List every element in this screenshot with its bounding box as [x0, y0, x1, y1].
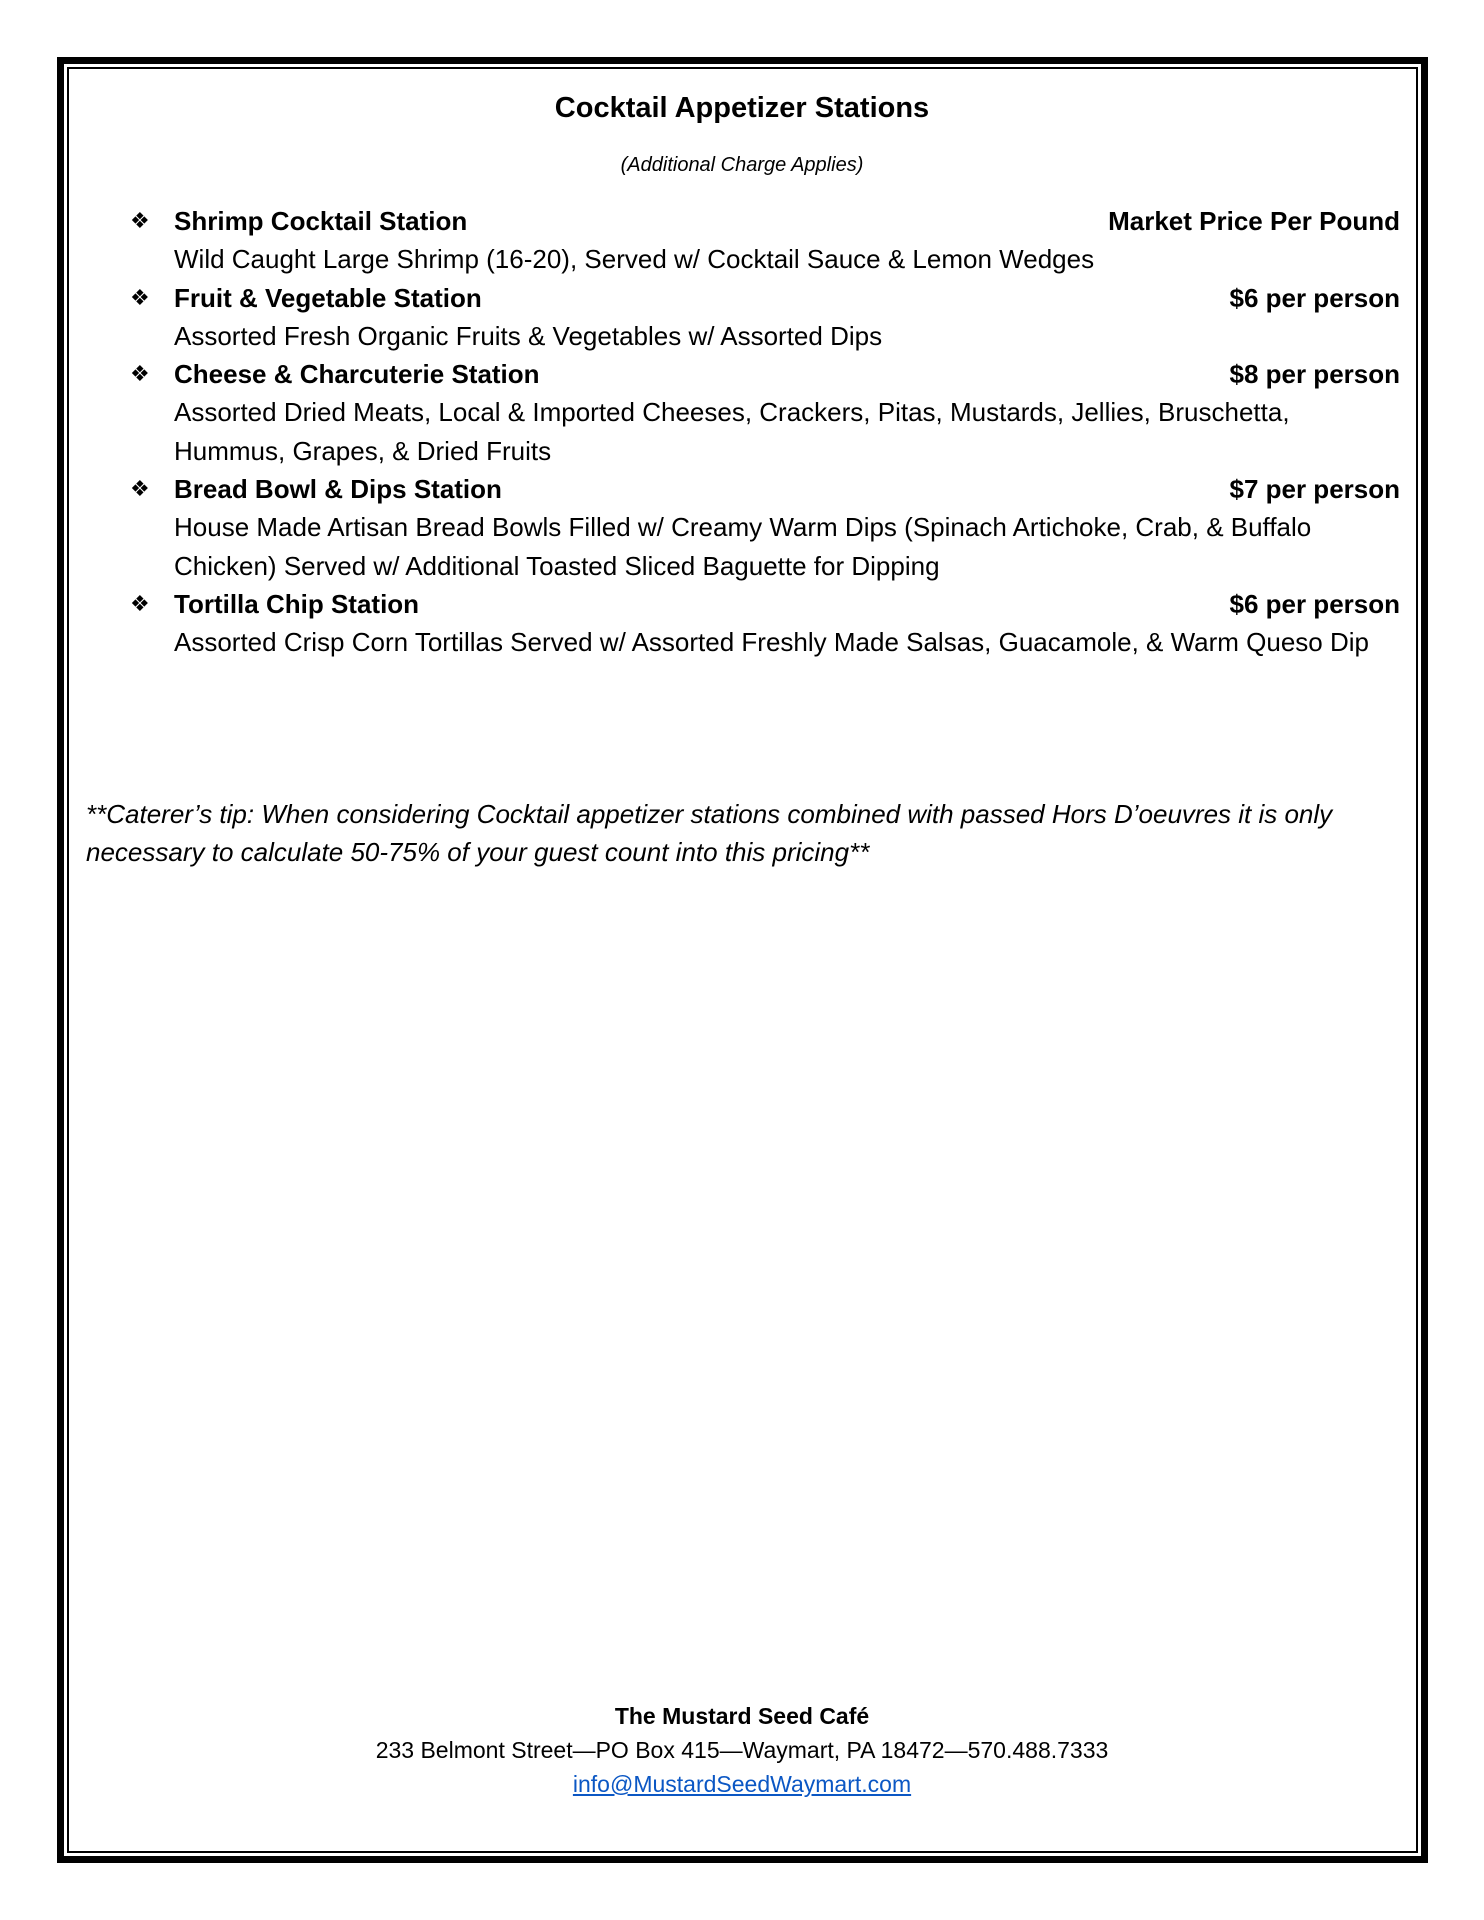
diamond-bullet-icon: ❖ — [130, 476, 150, 501]
station-name: Tortilla Chip Station — [174, 589, 420, 619]
station-item — [130, 279, 1400, 356]
footer-address: 233 Belmont Street—PO Box 415—Waymart, PA 18472—570.488.7333 — [375, 1737, 1109, 1763]
station-description: Assorted Fresh Organic Fruits & Vegetables w/ Assorted Dips — [174, 320, 883, 351]
station-price: $7 per person — [1229, 474, 1400, 504]
station-description: Assorted Dried Meats, Local & Imported Cheeses, Crackers, Pitas, Mustards, Jellies, Bruschetta, Hummus, Grapes, & Dried Fruits — [174, 397, 1290, 466]
page-subtitle: (Additional Charge Applies) — [620, 154, 864, 176]
station-header — [130, 470, 1400, 508]
station-list — [130, 202, 1400, 662]
caterers-tip: **Caterer’s tip: When considering Cocktail appetizer stations combined with passed Hors D’oeuvres it is only necessary to calculate 50-75% of your guest count into this pricing** — [86, 799, 1333, 867]
station-name: Bread Bowl & Dips Station — [174, 474, 502, 504]
station-name: Fruit & Vegetable Station — [174, 282, 482, 313]
footer-business-name: The Mustard Seed Café — [614, 1703, 870, 1729]
station-description: House Made Artisan Bread Bowls Filled w/ Creamy Warm Dips (Spinach Artichoke, Crab, & Buffalo Chicken) Served w/ Additional Toasted Sliced Baguette for Dipping — [174, 512, 1312, 581]
station-item — [130, 355, 1400, 470]
station-header — [130, 202, 1400, 240]
diamond-bullet-icon: ❖ — [130, 591, 150, 616]
station-item — [130, 585, 1400, 662]
station-header — [130, 279, 1400, 317]
station-header — [130, 585, 1400, 623]
station-item — [130, 470, 1400, 585]
footer-email-link[interactable]: info@MustardSeedWaymart.com — [572, 1771, 912, 1797]
station-header — [130, 355, 1400, 393]
diamond-bullet-icon: ❖ — [130, 361, 150, 386]
page-title: Cocktail Appetizer Stations — [554, 92, 930, 124]
station-price: $6 per person — [1229, 589, 1400, 619]
station-price: Market Price Per Pound — [1108, 206, 1400, 236]
station-description: Assorted Crisp Corn Tortillas Served w/ Assorted Freshly Made Salsas, Guacamole, & Warm Queso Dip — [174, 627, 1369, 657]
station-name: Shrimp Cocktail Station — [174, 206, 468, 236]
footer — [0, 1699, 1484, 1801]
station-name: Cheese & Charcuterie Station — [174, 359, 540, 389]
station-price: $6 per person — [1229, 282, 1400, 313]
diamond-bullet-icon: ❖ — [130, 284, 150, 310]
station-item — [130, 202, 1400, 279]
diamond-bullet-icon: ❖ — [130, 208, 150, 233]
station-description: Wild Caught Large Shrimp (16-20), Served w/ Cocktail Sauce & Lemon Wedges — [174, 244, 1095, 274]
station-price: $8 per person — [1229, 359, 1400, 389]
